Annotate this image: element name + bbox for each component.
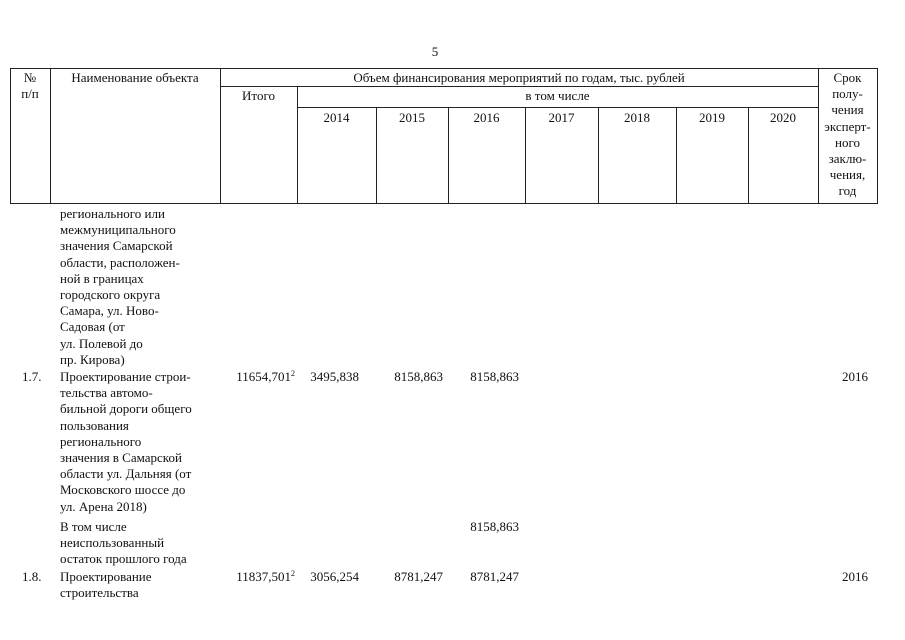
row-value-2014: 3056,254: [310, 569, 359, 584]
row-value-2016: 8781,247: [470, 569, 519, 584]
footnote-mark: 2: [291, 369, 295, 378]
row-total: 11837,501$^2$: [236, 569, 295, 584]
row-value-2015: 8158,863: [394, 369, 443, 384]
header-including: в том числе: [525, 88, 590, 103]
row-total: 11654,701$^2$: [236, 369, 295, 384]
footnote-mark: 2: [291, 569, 295, 578]
header-year-2017: 2017: [548, 110, 575, 125]
header-year-2019: 2019: [699, 110, 725, 125]
row-value-2014: 3495,838: [310, 369, 359, 384]
header-number-label: №: [23, 70, 37, 85]
page-number: 5: [431, 44, 439, 59]
row-number: 1.7.: [22, 369, 42, 384]
header-total: Итого: [242, 88, 275, 103]
header-year-2018: 2018: [624, 110, 650, 125]
row-value-2016: 8158,863: [470, 519, 519, 534]
header-year-2020: 2020: [770, 110, 796, 125]
row-name: В том числе неиспользованный остаток прошлого года: [60, 519, 187, 567]
header-year-2016: 2016: [473, 110, 500, 125]
row-name: Проектирование строи- тельства автомо- бильной дороги общего пользования регионального значения в Самарской области ул. Дальняя (от Московского шоссе до ул. Арена 2018): [60, 369, 192, 514]
header-object-name: Наименование объекта: [71, 70, 199, 85]
row-value-2016: 8158,863: [470, 369, 519, 384]
header-year-2015: 2015: [399, 110, 425, 125]
header-number-sublabel: п/п: [21, 86, 39, 101]
continuation-name: регионального или межмуниципального значения Самарской области, расположен- ной в границах городского округа Самара, ул. Ново- Садовая (от ул. Полевой до пр. Кирова): [60, 206, 180, 367]
header-deadline: Срок полу- чения эксперт- ного заклю- чения, год: [824, 70, 871, 199]
header-financing: Объем финансирования мероприятий по годам, тыс. рублей: [353, 70, 685, 85]
row-name: Проектирование строительства: [60, 569, 152, 601]
row-number: 1.8.: [22, 569, 42, 584]
row-deadline: 2016: [842, 569, 868, 584]
header-year-2014: 2014: [323, 110, 350, 125]
row-deadline: 2016: [842, 369, 868, 384]
row-value-2015: 8781,247: [394, 569, 443, 584]
